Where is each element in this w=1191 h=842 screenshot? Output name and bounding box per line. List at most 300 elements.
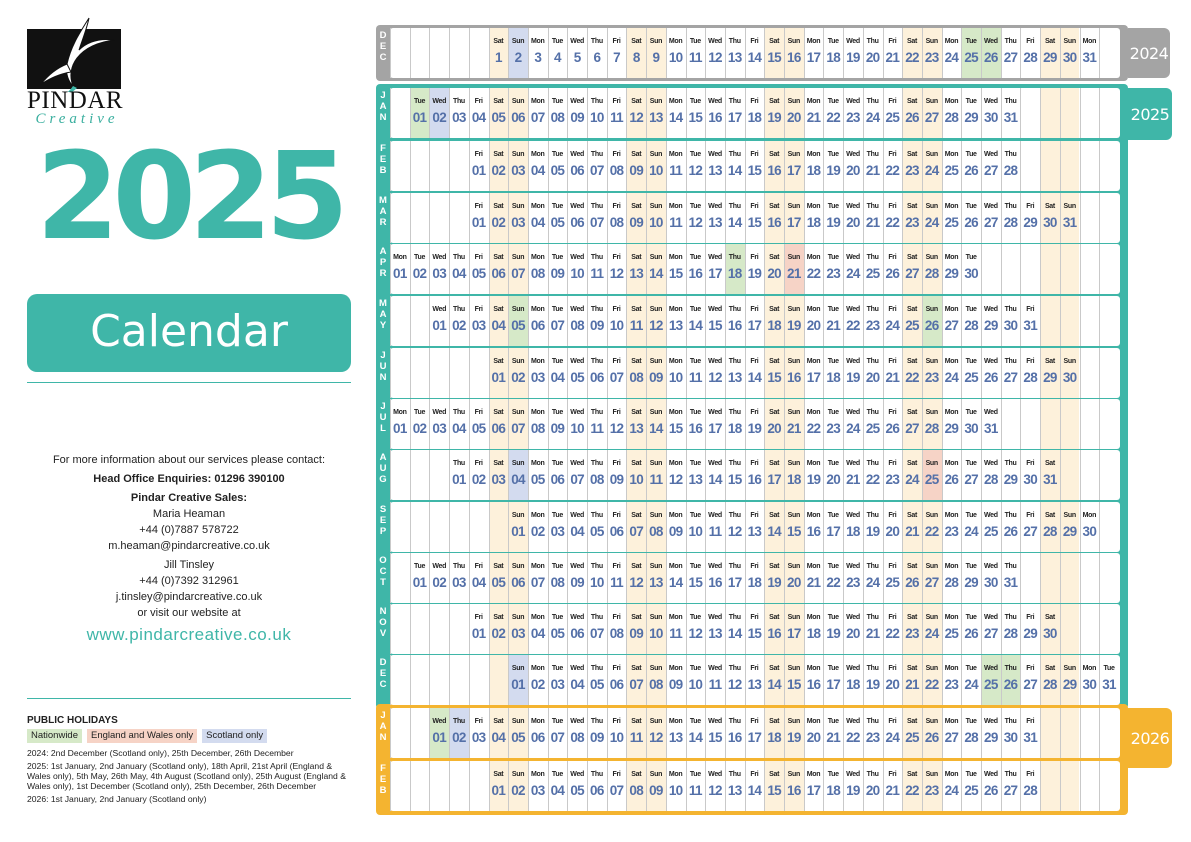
day-number[interactable]: 23 <box>905 163 919 178</box>
day-number[interactable]: 17 <box>767 472 781 487</box>
day-number[interactable]: 22 <box>826 110 841 125</box>
day-number[interactable]: 23 <box>885 472 900 487</box>
day-number[interactable]: 02 <box>432 575 447 590</box>
day-number[interactable]: 14 <box>649 421 663 436</box>
day-number[interactable]: 30 <box>964 421 978 436</box>
day-number[interactable]: 25 <box>964 370 978 385</box>
day-number[interactable]: 19 <box>826 163 841 178</box>
day-number[interactable]: 04 <box>491 318 506 333</box>
day-number[interactable]: 09 <box>668 677 683 692</box>
day-number[interactable]: 02 <box>511 783 525 798</box>
day-number[interactable]: 29 <box>944 421 959 436</box>
day-number[interactable]: 04 <box>570 677 584 692</box>
day-number[interactable]: 15 <box>767 50 781 65</box>
day-number[interactable]: 23 <box>865 318 880 333</box>
day-number[interactable]: 14 <box>727 163 742 178</box>
day-number[interactable]: 16 <box>787 370 801 385</box>
day-number[interactable]: 05 <box>491 110 506 125</box>
day-number[interactable]: 25 <box>865 421 880 436</box>
day-number[interactable]: 07 <box>629 524 644 539</box>
day-number[interactable]: 31 <box>1082 50 1097 65</box>
day-number[interactable]: 28 <box>1003 626 1018 641</box>
day-number[interactable]: 14 <box>767 677 781 692</box>
day-number[interactable]: 08 <box>629 783 644 798</box>
day-number[interactable]: 21 <box>787 421 801 436</box>
day-number[interactable]: 22 <box>885 215 900 230</box>
day-number[interactable]: 11 <box>610 575 623 590</box>
day-number[interactable]: 12 <box>629 575 644 590</box>
day-number[interactable]: 27 <box>944 318 959 333</box>
day-number[interactable]: 24 <box>846 421 860 436</box>
day-number[interactable]: 07 <box>590 626 604 641</box>
day-number[interactable]: 30 <box>984 110 998 125</box>
day-number[interactable]: 19 <box>846 370 860 385</box>
day-number[interactable]: 28 <box>1023 370 1038 385</box>
day-number[interactable]: 19 <box>865 677 880 692</box>
day-number[interactable]: 04 <box>471 110 486 125</box>
day-number[interactable]: 26 <box>1003 677 1018 692</box>
day-number[interactable]: 19 <box>846 50 860 65</box>
day-number[interactable]: 19 <box>865 524 880 539</box>
day-number[interactable]: 26 <box>984 370 998 385</box>
day-number[interactable]: 13 <box>708 626 722 641</box>
day-number[interactable]: 05 <box>471 421 486 436</box>
day-number[interactable]: 27 <box>984 626 998 641</box>
day-number[interactable]: 03 <box>511 163 525 178</box>
day-number[interactable]: 14 <box>747 50 762 65</box>
day-number[interactable]: 11 <box>708 524 722 539</box>
day-number[interactable]: 25 <box>964 783 978 798</box>
day-number[interactable]: 11 <box>610 110 623 125</box>
day-number[interactable]: 01 <box>491 370 506 385</box>
day-number[interactable]: 21 <box>787 266 801 281</box>
day-number[interactable]: 02 <box>511 370 525 385</box>
day-number[interactable]: 30 <box>1003 730 1018 745</box>
day-number[interactable]: 31 <box>1023 318 1038 333</box>
day-number[interactable]: 22 <box>924 524 939 539</box>
day-number[interactable]: 19 <box>747 266 762 281</box>
day-number[interactable]: 08 <box>609 215 624 230</box>
day-number[interactable]: 01 <box>432 730 447 745</box>
day-number[interactable]: 07 <box>511 421 525 436</box>
day-number[interactable]: 13 <box>747 524 762 539</box>
day-number[interactable]: 30 <box>1082 677 1097 692</box>
day-number[interactable]: 30 <box>1062 50 1077 65</box>
day-number[interactable]: 28 <box>1023 783 1038 798</box>
day-number[interactable]: 10 <box>609 318 624 333</box>
day-number[interactable]: 12 <box>727 677 742 692</box>
day-number[interactable]: 04 <box>550 783 565 798</box>
day-number[interactable]: 22 <box>885 163 900 178</box>
day-number[interactable]: 01 <box>511 677 525 692</box>
day-number[interactable]: 17 <box>708 421 722 436</box>
day-number[interactable]: 12 <box>668 472 683 487</box>
day-number[interactable]: 28 <box>1003 163 1018 178</box>
day-number[interactable]: 30 <box>964 266 978 281</box>
day-number[interactable]: 03 <box>471 318 486 333</box>
day-number[interactable]: 23 <box>846 575 860 590</box>
day-number[interactable]: 07 <box>550 318 565 333</box>
day-number[interactable]: 10 <box>649 163 663 178</box>
day-number[interactable]: 16 <box>806 524 821 539</box>
day-number[interactable]: 11 <box>669 626 683 641</box>
day-number[interactable]: 14 <box>767 524 781 539</box>
day-number[interactable]: 16 <box>767 163 781 178</box>
day-number[interactable]: 06 <box>511 575 525 590</box>
day-number[interactable]: 27 <box>924 110 939 125</box>
day-number[interactable]: 15 <box>767 783 781 798</box>
day-number[interactable]: 09 <box>570 110 584 125</box>
day-number[interactable]: 24 <box>885 730 900 745</box>
day-number[interactable]: 27 <box>905 266 919 281</box>
day-number[interactable]: 22 <box>885 626 900 641</box>
day-number[interactable]: 01 <box>432 318 447 333</box>
day-number[interactable]: 19 <box>846 783 860 798</box>
day-number[interactable]: 01 <box>452 472 466 487</box>
day-number[interactable]: 30 <box>1023 472 1038 487</box>
day-number[interactable]: 25 <box>944 215 959 230</box>
day-number[interactable]: 25 <box>964 50 978 65</box>
day-number[interactable]: 24 <box>924 163 939 178</box>
day-number[interactable]: 12 <box>649 318 663 333</box>
day-number[interactable]: 25 <box>865 266 880 281</box>
day-number[interactable]: 28 <box>924 266 939 281</box>
day-number[interactable]: 11 <box>688 50 702 65</box>
day-number[interactable]: 31 <box>1062 215 1077 230</box>
day-number[interactable]: 24 <box>846 266 860 281</box>
day-number[interactable]: 23 <box>944 677 959 692</box>
day-number[interactable]: 28 <box>1043 524 1057 539</box>
day-number[interactable]: 11 <box>708 677 722 692</box>
day-number[interactable]: 26 <box>905 575 919 590</box>
day-number[interactable]: 08 <box>550 110 565 125</box>
day-number[interactable]: 01 <box>511 524 525 539</box>
day-number[interactable]: 17 <box>806 50 821 65</box>
day-number[interactable]: 20 <box>846 215 860 230</box>
day-number[interactable]: 23 <box>826 266 841 281</box>
day-number[interactable]: 16 <box>708 110 722 125</box>
day-number[interactable]: 17 <box>806 370 821 385</box>
day-number[interactable]: 27 <box>984 215 998 230</box>
day-number[interactable]: 12 <box>649 730 663 745</box>
day-number[interactable]: 18 <box>846 677 860 692</box>
day-number[interactable]: 12 <box>609 266 624 281</box>
day-number[interactable]: 10 <box>668 783 683 798</box>
day-number[interactable]: 09 <box>629 626 644 641</box>
day-number[interactable]: 07 <box>609 370 624 385</box>
day-number[interactable]: 17 <box>787 626 801 641</box>
day-number[interactable]: 28 <box>944 110 959 125</box>
day-number[interactable]: 26 <box>984 783 998 798</box>
day-number[interactable]: 13 <box>649 110 663 125</box>
day-number[interactable]: 03 <box>432 266 447 281</box>
day-number[interactable]: 18 <box>767 318 781 333</box>
day-number[interactable]: 05 <box>511 730 525 745</box>
day-number[interactable]: 27 <box>1023 524 1038 539</box>
day-number[interactable]: 16 <box>688 266 703 281</box>
day-number[interactable]: 21 <box>885 50 900 65</box>
day-number[interactable]: 02 <box>452 730 466 745</box>
day-number[interactable]: 23 <box>865 730 880 745</box>
day-number[interactable]: 27 <box>1003 370 1018 385</box>
day-number[interactable]: 05 <box>550 626 565 641</box>
day-number[interactable]: 02 <box>412 266 427 281</box>
day-number[interactable]: 08 <box>649 677 663 692</box>
day-number[interactable]: 05 <box>491 575 506 590</box>
day-number[interactable]: 10 <box>688 677 703 692</box>
day-number[interactable]: 5 <box>573 50 581 65</box>
day-number[interactable]: 10 <box>668 50 683 65</box>
contact-person-2-email[interactable]: j.tinsley@pindarcreative.co.uk <box>115 591 263 603</box>
day-number[interactable]: 31 <box>984 421 998 436</box>
day-number[interactable]: 20 <box>865 783 880 798</box>
day-number[interactable]: 07 <box>570 472 584 487</box>
day-number[interactable]: 04 <box>452 421 466 436</box>
day-number[interactable]: 16 <box>767 215 781 230</box>
day-number[interactable]: 09 <box>550 421 565 436</box>
day-number[interactable]: 22 <box>846 730 860 745</box>
day-number[interactable]: 16 <box>767 626 781 641</box>
day-number[interactable]: 10 <box>590 575 604 590</box>
day-number[interactable]: 06 <box>530 730 545 745</box>
day-number[interactable]: 03 <box>452 110 466 125</box>
day-number[interactable]: 18 <box>826 370 841 385</box>
day-number[interactable]: 04 <box>471 575 486 590</box>
day-number[interactable]: 19 <box>767 110 781 125</box>
day-number[interactable]: 05 <box>550 215 565 230</box>
day-number[interactable]: 15 <box>747 626 762 641</box>
day-number[interactable]: 01 <box>412 110 427 125</box>
day-number[interactable]: 15 <box>787 524 801 539</box>
day-number[interactable]: 15 <box>767 370 781 385</box>
day-number[interactable]: 21 <box>865 626 880 641</box>
day-number[interactable]: 25 <box>984 677 998 692</box>
day-number[interactable]: 16 <box>727 318 742 333</box>
day-number[interactable]: 07 <box>530 575 545 590</box>
day-number[interactable]: 25 <box>885 575 900 590</box>
day-number[interactable]: 28 <box>944 575 959 590</box>
day-number[interactable]: 16 <box>806 677 821 692</box>
day-number[interactable]: 22 <box>924 677 939 692</box>
day-number[interactable]: 11 <box>688 783 702 798</box>
day-number[interactable]: 15 <box>747 163 762 178</box>
day-number[interactable]: 17 <box>826 524 841 539</box>
day-number[interactable]: 11 <box>669 215 683 230</box>
day-number[interactable]: 21 <box>885 370 900 385</box>
day-number[interactable]: 12 <box>688 215 703 230</box>
day-number[interactable]: 06 <box>590 370 604 385</box>
day-number[interactable]: 06 <box>609 677 624 692</box>
day-number[interactable]: 16 <box>787 783 801 798</box>
day-number[interactable]: 16 <box>688 421 703 436</box>
day-number[interactable]: 10 <box>570 266 584 281</box>
day-number[interactable]: 22 <box>865 472 880 487</box>
day-number[interactable]: 09 <box>649 370 663 385</box>
day-number[interactable]: 13 <box>668 318 683 333</box>
day-number[interactable]: 13 <box>649 575 663 590</box>
day-number[interactable]: 04 <box>530 163 545 178</box>
day-number[interactable]: 21 <box>826 318 841 333</box>
day-number[interactable]: 19 <box>787 730 801 745</box>
day-number[interactable]: 05 <box>471 266 486 281</box>
day-number[interactable]: 24 <box>865 575 880 590</box>
day-number[interactable]: 27 <box>944 730 959 745</box>
day-number[interactable]: 17 <box>787 215 801 230</box>
day-number[interactable]: 29 <box>1062 677 1077 692</box>
day-number[interactable]: 05 <box>530 472 545 487</box>
day-number[interactable]: 11 <box>649 472 663 487</box>
day-number[interactable]: 25 <box>905 730 919 745</box>
day-number[interactable]: 7 <box>613 50 620 65</box>
day-number[interactable]: 29 <box>1023 215 1038 230</box>
day-number[interactable]: 10 <box>609 730 624 745</box>
day-number[interactable]: 07 <box>590 215 604 230</box>
day-number[interactable]: 31 <box>1043 472 1057 487</box>
day-number[interactable]: 25 <box>905 318 919 333</box>
day-number[interactable]: 04 <box>511 472 525 487</box>
day-number[interactable]: 24 <box>865 110 880 125</box>
day-number[interactable]: 06 <box>570 215 584 230</box>
day-number[interactable]: 25 <box>984 524 998 539</box>
day-number[interactable]: 14 <box>727 626 742 641</box>
day-number[interactable]: 14 <box>688 318 703 333</box>
day-number[interactable]: 21 <box>905 677 919 692</box>
day-number[interactable]: 12 <box>708 783 722 798</box>
day-number[interactable]: 07 <box>629 677 644 692</box>
day-number[interactable]: 20 <box>787 575 801 590</box>
day-number[interactable]: 20 <box>865 370 880 385</box>
day-number[interactable]: 21 <box>865 163 880 178</box>
day-number[interactable]: 01 <box>393 421 407 436</box>
day-number[interactable]: 21 <box>806 110 821 125</box>
day-number[interactable]: 02 <box>432 110 447 125</box>
day-number[interactable]: 8 <box>632 50 640 65</box>
day-number[interactable]: 15 <box>708 318 722 333</box>
day-number[interactable]: 01 <box>471 163 486 178</box>
day-number[interactable]: 10 <box>688 524 703 539</box>
day-number[interactable]: 22 <box>826 575 841 590</box>
day-number[interactable]: 14 <box>727 215 742 230</box>
day-number[interactable]: 19 <box>826 626 841 641</box>
day-number[interactable]: 08 <box>609 626 624 641</box>
day-number[interactable]: 16 <box>787 50 801 65</box>
day-number[interactable]: 18 <box>826 783 841 798</box>
day-number[interactable]: 02 <box>530 677 545 692</box>
day-number[interactable]: 17 <box>747 730 762 745</box>
day-number[interactable]: 24 <box>944 370 959 385</box>
day-number[interactable]: 25 <box>885 110 900 125</box>
day-number[interactable]: 18 <box>727 266 742 281</box>
day-number[interactable]: 31 <box>1023 730 1038 745</box>
day-number[interactable]: 20 <box>806 318 821 333</box>
day-number[interactable]: 01 <box>471 626 486 641</box>
day-number[interactable]: 15 <box>688 110 703 125</box>
day-number[interactable]: 01 <box>393 266 407 281</box>
day-number[interactable]: 26 <box>885 266 900 281</box>
day-number[interactable]: 18 <box>806 215 821 230</box>
day-number[interactable]: 9 <box>652 50 660 65</box>
day-number[interactable]: 08 <box>609 163 624 178</box>
day-number[interactable]: 15 <box>747 215 762 230</box>
day-number[interactable]: 26 <box>885 421 900 436</box>
day-number[interactable]: 24 <box>924 626 939 641</box>
day-number[interactable]: 04 <box>530 626 545 641</box>
day-number[interactable]: 14 <box>668 575 683 590</box>
contact-person-1-email[interactable]: m.heaman@pindarcreative.co.uk <box>108 540 270 552</box>
day-number[interactable]: 26 <box>964 163 978 178</box>
day-number[interactable]: 01 <box>491 783 506 798</box>
day-number[interactable]: 10 <box>649 626 663 641</box>
day-number[interactable]: 18 <box>787 472 801 487</box>
day-number[interactable]: 21 <box>806 575 821 590</box>
day-number[interactable]: 30 <box>984 575 998 590</box>
day-number[interactable]: 20 <box>767 266 781 281</box>
day-number[interactable]: 3 <box>534 50 542 65</box>
day-number[interactable]: 03 <box>530 370 545 385</box>
day-number[interactable]: 10 <box>629 472 644 487</box>
day-number[interactable]: 04 <box>530 215 545 230</box>
day-number[interactable]: 21 <box>846 472 860 487</box>
day-number[interactable]: 08 <box>629 370 644 385</box>
day-number[interactable]: 26 <box>964 215 978 230</box>
day-number[interactable]: 13 <box>668 730 683 745</box>
day-number[interactable]: 04 <box>550 370 565 385</box>
day-number[interactable]: 22 <box>806 421 821 436</box>
day-number[interactable]: 09 <box>629 163 644 178</box>
day-number[interactable]: 17 <box>727 110 742 125</box>
day-number[interactable]: 28 <box>964 730 978 745</box>
day-number[interactable]: 23 <box>905 215 919 230</box>
day-number[interactable]: 12 <box>708 50 722 65</box>
day-number[interactable]: 24 <box>924 215 939 230</box>
day-number[interactable]: 09 <box>668 524 683 539</box>
day-number[interactable]: 01 <box>412 575 427 590</box>
day-number[interactable]: 03 <box>550 524 565 539</box>
day-number[interactable]: 10 <box>649 215 663 230</box>
day-number[interactable]: 24 <box>964 524 978 539</box>
day-number[interactable]: 18 <box>767 730 781 745</box>
day-number[interactable]: 26 <box>964 626 978 641</box>
day-number[interactable]: 04 <box>570 524 584 539</box>
day-number[interactable]: 29 <box>984 730 998 745</box>
day-number[interactable]: 15 <box>668 421 683 436</box>
day-number[interactable]: 08 <box>530 266 545 281</box>
day-number[interactable]: 18 <box>846 524 860 539</box>
day-number[interactable]: 04 <box>491 730 506 745</box>
day-number[interactable]: 02 <box>412 421 427 436</box>
day-number[interactable]: 30 <box>1062 370 1077 385</box>
day-number[interactable]: 19 <box>767 575 781 590</box>
day-number[interactable]: 26 <box>984 50 998 65</box>
day-number[interactable]: 17 <box>727 575 742 590</box>
day-number[interactable]: 27 <box>964 472 978 487</box>
day-number[interactable]: 07 <box>609 783 624 798</box>
day-number[interactable]: 05 <box>511 318 525 333</box>
day-number[interactable]: 29 <box>1043 50 1057 65</box>
day-number[interactable]: 12 <box>688 626 703 641</box>
day-number[interactable]: 29 <box>984 318 998 333</box>
day-number[interactable]: 03 <box>511 215 525 230</box>
day-number[interactable]: 09 <box>590 730 604 745</box>
day-number[interactable]: 23 <box>905 626 919 641</box>
day-number[interactable]: 08 <box>550 575 565 590</box>
day-number[interactable]: 06 <box>511 110 525 125</box>
day-number[interactable]: 30 <box>1043 215 1057 230</box>
day-number[interactable]: 12 <box>688 163 703 178</box>
day-number[interactable]: 05 <box>570 370 584 385</box>
day-number[interactable]: 26 <box>924 318 939 333</box>
day-number[interactable]: 17 <box>747 318 762 333</box>
